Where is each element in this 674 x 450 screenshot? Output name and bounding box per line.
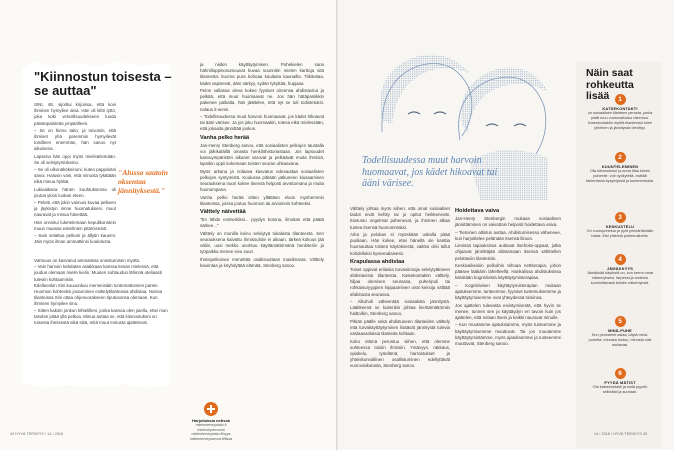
- tip-body: On vuoropuhelua ja pyrit ymmärtämään toista. Etsi yhteisiä puheenaiheita.: [586, 229, 654, 238]
- note-text-continued: [34, 258, 170, 326]
- body-paragraph: – Todellisuudessa muut harvoin huomaavat, jos kädet hikoavat tai ääni värisee. Ja jos joku huomaakin, totesa eikä mielessään, että jokaista jännittää joskus.: [200, 114, 324, 132]
- tip-body: Ota katsekontakti ja esitä pyyntö selkeästi ja suoraan.: [592, 385, 648, 394]
- tip-title: PYYDÄ MÄTIST: [604, 380, 636, 385]
- tip-title: KUUNTELEMINEN: [601, 164, 639, 169]
- exercise-links-box: [180, 402, 242, 441]
- note-paragraph: – Se oli ulkonäkökeinoni, kuten pappisiäni sanoi. Halusin vain, että minusta tykätään eikä minua hylätä.: [34, 167, 116, 185]
- page-fold: [336, 0, 338, 450]
- tip-item: [586, 212, 654, 239]
- link-text[interactable]: mielenhyvinvointi: [197, 427, 225, 432]
- section-heading: Vanha pelko herää: [200, 134, 250, 141]
- tip-item: [586, 254, 654, 286]
- tip-item: [586, 316, 654, 348]
- tip-number: 1: [615, 94, 626, 105]
- body-paragraph: "En lähde esimerkiksi... pyydyn kotona, ilmoitan että päätä särkee...": [200, 217, 324, 229]
- tip-number: 4: [615, 254, 626, 265]
- body-paragraph: ja niiden käyttäytymisen. Puhekielen sana hähnilluppinosumuuvat kuvaa suunnitin mielen karttoja sitä tilannetta: kuoma pura kohoaa kaulasta kaunailla. Tiikituttaa, kädet vapisevat, ääni särkyy, sydän tykyttää, hupjaaa.: [200, 62, 324, 86]
- note-title: "Kiinnostun toisesta – se auttaa": [34, 69, 172, 98]
- article-column-2: [200, 62, 324, 270]
- section-heading: Hoidettava vaiva: [455, 208, 500, 214]
- body-paragraph: Ihmispelkoinen menettää osallisuuttaan maailmasta. Välttely kaventaa ja köyhdyttää elämää, Stenberg sanoo.: [200, 256, 324, 268]
- note-paragraph: – Vain harvoin kahdatan asiakkaan kanssa kesan mielessä, että joudun olemaan mielin kielin. Muuten suhtaudun lähinnä uteliaasti tuleviin kohtaamisiin.: [34, 264, 162, 282]
- tip-item: [586, 368, 654, 395]
- footer-left: 42 HYVÄ TERVEYS / 14 / 2016: [10, 432, 64, 436]
- body-paragraph: Koko elämä perustuu siihen, että olemme suhteessa toisiin ihmisiin. Ystävyys, rakkaus, opiskelu, työelämä, harrastukset ja yhteiskunnallinen osallistuminen edellyttävät vuorovaikutusta, Stenberg sanoo.: [350, 338, 450, 369]
- links-title: Harjoituksia netissä: [192, 418, 230, 423]
- note-paragraph: – Sain selattua pelkoni ja ällytin kauemi. Jäin myös ilman ammattiinsi koulutusta.: [34, 233, 116, 245]
- illustration-quote: Todellisuudessa muut harvoin huomaavat, jos kädet hikoavat tai ääni värisee.: [362, 155, 498, 190]
- note-paragraph: Edelleenkin Sini kuuuunkuu menneisiäin tuntemattomien parien. Huomion kohteeksi joutuminen esittelytilanteissa ahdistaa. Noissa tilanteissa Sini ottaa ohjenuorakseen tiputusonsa olemaan. Kun ihminen hymyilee sinu.: [34, 282, 163, 307]
- body-paragraph: Välttely on monilla keino selviytyä tukalasta tilanteesta. Sen seurauksena kaivattu ihmissuhde ei aikaan, tärkeä kokous jää väliin, uusi mekko unohtuu käyttämättömänä henkiteriin ja työpaikka menee sivu suun.: [200, 230, 324, 255]
- article-column-4: [455, 206, 561, 348]
- sidebar-title: Näin saat rohkeutta lisää: [586, 67, 634, 102]
- body-paragraph: Vanha pelko herää sitten yllättäen eloon myöhemmin tilanteissa, joissa joutuu huomion tai arvioinnin kohteeksi.: [200, 194, 324, 206]
- plus-icon: [204, 402, 218, 416]
- tip-title: KATSEKONTAKTI: [602, 106, 638, 111]
- body-paragraph: Arka ja pelokas ei myöskään uskalla pitää puoliaan. Hän kokee, ettei hänellä ole kanttia huomauttaa toisten käytöksestä, vaikka olisi tullut kohdelluksi kyseenalaisesti.: [350, 232, 450, 256]
- tip-body: Kun perustelet asiaa, käytä minä-puhetta: minusta tuntuu, minusta olisi mukavaa.: [588, 333, 652, 347]
- section-heading: Krapulassa ahdistaa: [350, 258, 405, 265]
- link-text[interactable]: mielenterveystalo.fi/syys: [191, 432, 231, 437]
- body-paragraph: – Kun muutamme ajatuksiamme, myös tunteemme ja käyttäytymisemme muuttuvat. Tai jos muutamme käyttäytymistämme, myös ajatuksemme ja tunteemme muuttuvat, Stenberg sanoo.: [455, 322, 561, 346]
- note-paragraph: – Pelotti, että jokin vaimuni kuvaa pelkeen ja jäykistyn sinne huomatuksesi, muut nauravat ja minua hävettää.: [34, 200, 116, 218]
- note-paragraph: – Se on hieno taito, ja toivoisin, että ihmiset yhä paremmin hymyilevät toisilleen enemmän, hän sanoo nyt aikuisena.: [34, 127, 116, 152]
- section-heading: Välttely näivettää: [200, 209, 246, 216]
- tip-number: 5: [615, 316, 626, 327]
- body-paragraph: Pitkän päälle sekä ahdistuneen tilanteiden välttely että turvakäyttäytyminen lisäävät jännitystä tulevia vastaavanlaisia tilanteita kohtaan.: [350, 318, 450, 337]
- body-paragraph: Myös arkana ja nolaava kasvatus edesauttaa sosiaalisten pelkojen syntymistä. Koulussa pitkään jatkuneen kiusaamisen seurauksena nuori kokee itsensä helposti arvottomana ja muita huonompana.: [200, 168, 324, 193]
- note-paragraph: Varmuus on kasvanut ammatissa onnistumisen myötä.: [34, 258, 141, 263]
- note-text: [34, 102, 116, 246]
- tip-body: on sosiaalisen tilanteen perusta, jonka pidät muu vuorovaikutus rakentuu. Katsekontaktin myötä tilanteesta tulee yhteinen ja jännityskin lievittyy.: [587, 111, 653, 130]
- tip-body: Ota kiinnostunut ja anna tilaa toisen puheelle, voit nyökytellä, esittää tarkentavia kysymyksiä ja kommentoida.: [586, 169, 654, 183]
- body-paragraph: Jan-Henry Stenberg sanoo, että sosiaalisten pelkojen taustalla voi jälkikaläillä omasta henkilöhistoriastaan. Jos lapsuudet kasvuympäristön aikanet varovat ja pelkäävät muita ihmisiä, lapsikin oppii kokemaan toisten seuran uhkaavana.: [200, 142, 324, 167]
- tip-title: MINÄ-PUHE: [608, 328, 632, 333]
- tip-item: [586, 94, 654, 131]
- body-paragraph: – Tietoinen altistus auttaa. Ahdistumisessa väheneee, kun harjoittelee pelänään itsensä likoon.: [455, 229, 561, 241]
- link-text[interactable]: mielenterveystalo.fi: [195, 423, 227, 427]
- tip-item: [586, 152, 654, 184]
- pull-quote: "Alussa saatoin oksentaa jännityksestä.": [118, 168, 169, 195]
- body-paragraph: Keskivaikeisiin pelkoihin tehoaa nettiterapia, johon pääsee lääkärin lähetteellä. Hankalissa ahdistuksissa kärsitään kognitiivista käyttäytymisterapiaa.: [455, 262, 561, 281]
- tip-body: Jämäkkää käytöstä on, kun kerrot omat näkemyksesi, tarpeesi ja tunteesi kunnioittavasti toisten näkemyksiä.: [586, 271, 654, 285]
- tip-title: JÄMÄKKYYS: [606, 266, 634, 271]
- link-text[interactable]: mielenterveysseura.fi/tikoa: [189, 436, 233, 441]
- body-paragraph: Jan-Henry Stenbergin mukaan sosiaalinen jännittäminen on vaivattoin helposti hoidettava vaiva.: [455, 216, 561, 228]
- tip-title: KESKUSTELU: [605, 224, 635, 229]
- tip-number: 2: [615, 152, 626, 163]
- article-column-3: [350, 206, 450, 371]
- body-paragraph: Välttely johtaa myös siihen, että omat sosiaaliset taidot eivät kehity tai jo opitut heikkenevät. Itsetunto ongelmat pahenevat, ja ihminen alkaa tuntea itsensä huonommaksi.: [350, 206, 450, 230]
- body-paragraph: – Alkoholi väheentää sosiaalista jännitystä. Lääkkeenä se kuitenkin johtaa kierttämättömiin haittoihin, Stenberg sanoo.: [350, 299, 450, 317]
- note-paragraph: Hän onnistui luketelemaan kepulikonstein muun muassa esitelmien pitämisestä.: [34, 219, 116, 231]
- body-paragraph: Pelon vallassa oleva kokee fyysiset oireensa ahdistavina ja pelkää, että muut huomaavat ne. Jos hän hätäpaniikkin pakenee paikalta, hän jäättelee, että nyt se tuli todistetuksi: nolaus it-sensi.: [200, 88, 324, 112]
- body-paragraph: – Kognitiivisen käyttäytymisterapian mukaan ajatuksemme, tunteemme, fyysiset tuntemuksemme ja käyttäytymisemme ovat yhteydessä toisiinsa.: [455, 282, 561, 301]
- tip-number: 3: [615, 212, 626, 223]
- note-paragraph: Lukioaikana hänen kouhtuksensa oli joutua yksin luokan eteen.: [34, 186, 116, 198]
- body-paragraph: Lievissä tapauksissa auttavat itsehoito-oppaat, jotka ohjaavat jännittäjää altistamaan itsensä vähittellen pelottaviin tilanteisiin.: [455, 243, 561, 261]
- note-paragraph: – Sitten kaksin jonkun kihtelilleni, jonka kanssa olen jutellu, ettei mun tarvitse pitää yllä pelkoa. Minua auttaa se, että kiinnostuksni on toisesta ihmisestä eikä siitä, mitä muut minusta ajattelevat.: [34, 307, 168, 326]
- footer-right: 14 / 2016 / HYVÄ TERVEYS 43: [594, 432, 648, 436]
- note-paragraph: SINI, 48, sijoittui kirjoissa, että kovi ihminen hymyilee aina. Hän oli kiltti tyttö, joka koki velvollisuudekseen luoda päivänpaistetta ympärilleen.: [34, 102, 116, 126]
- note-paragraph: Lapsena hän oppi myös mielistelemään. Se oli selviytymiskeino.: [34, 153, 116, 165]
- body-paragraph: Toiset oppivat erilaisia turvaviinnoja selviytyäkseen ahdistavista tilanteista. Katsekontaktin välttely, hiljaa olemisen seurassa, puheripuli tai rohkaisuryyppien kippaaminen ovat keinoja välttää ahdistusta seurassa.: [350, 266, 450, 297]
- body-paragraph: Jos ajattelen tulevasta esiintymisestä, että hyvin se menee, tunnen sen ja käyttäydyn eri tavoin kuin jos ajattelen, että nolaan itseni ja kaikki nauravat minulle.: [455, 302, 561, 320]
- tip-number: 6: [615, 368, 626, 379]
